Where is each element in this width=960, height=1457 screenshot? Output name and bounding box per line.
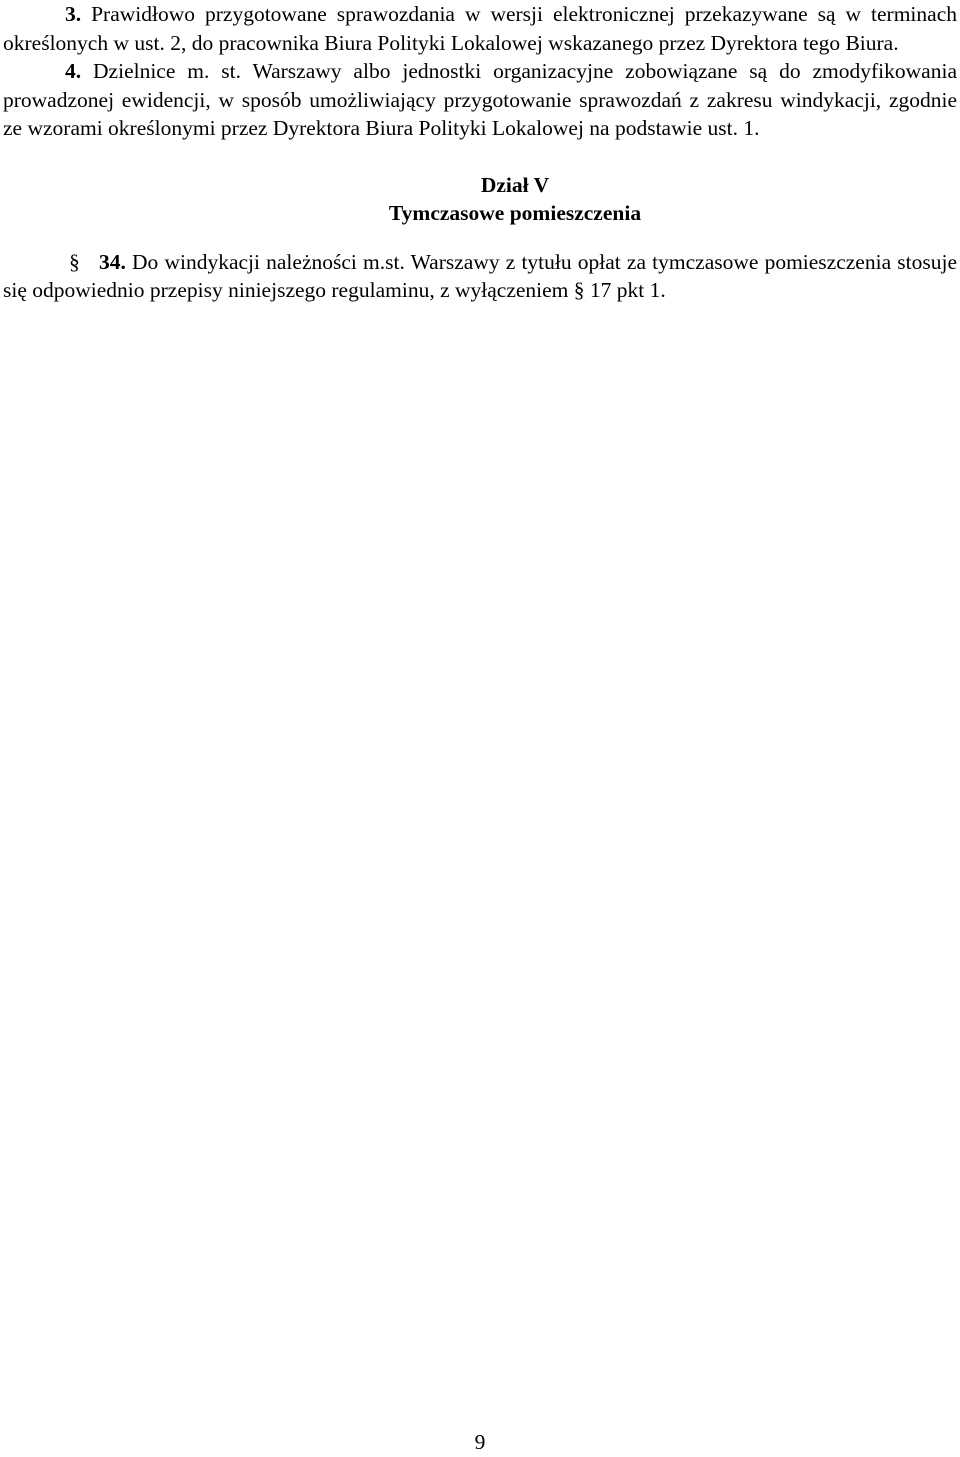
section-title: Dział V <box>480 172 550 197</box>
paragraph-section-34 <box>3 248 957 305</box>
section-text: Do windykacji należności m.st. Warszawy z tytułu opłat za tymczasowe pomieszczenia stosuje się odpowiednio przepisy niniejszego regulaminu, z wyłączeniem § 17 pkt 1. <box>3 249 957 302</box>
item-number: 4. <box>65 59 82 83</box>
item-text: Prawidłowo przygotowane sprawozdania w wersji elektronicznej przekazywane są w terminach określonych w ust. 2, do pracownika Biura Polityki Lokalowej wskazanego przez Dyrektora tego Biura. <box>3 2 957 55</box>
paragraph-item-3 <box>3 0 957 57</box>
section-heading <box>3 171 957 228</box>
item-text: Dzielnice m. st. Warszawy albo jednostki organizacyjne zobowiązane są do zmodyfikowania prowadzonej ewidencji, w sposób umożliwiający przygotowanie sprawozdań z zakresu windykacji, zgodnie ze wzorami określonymi przez Dyrektora Biura Polityki Lokalowej na podstawie ust. 1. <box>3 59 957 140</box>
document-body <box>3 0 957 305</box>
section-subtitle: Tymczasowe pomieszczenia <box>388 201 642 225</box>
paragraph-item-4 <box>3 57 957 143</box>
page-number: 9 <box>474 1430 486 1454</box>
section-number: 34. <box>99 249 126 274</box>
item-number: 3. <box>65 2 82 26</box>
section-sign: § <box>69 249 80 274</box>
